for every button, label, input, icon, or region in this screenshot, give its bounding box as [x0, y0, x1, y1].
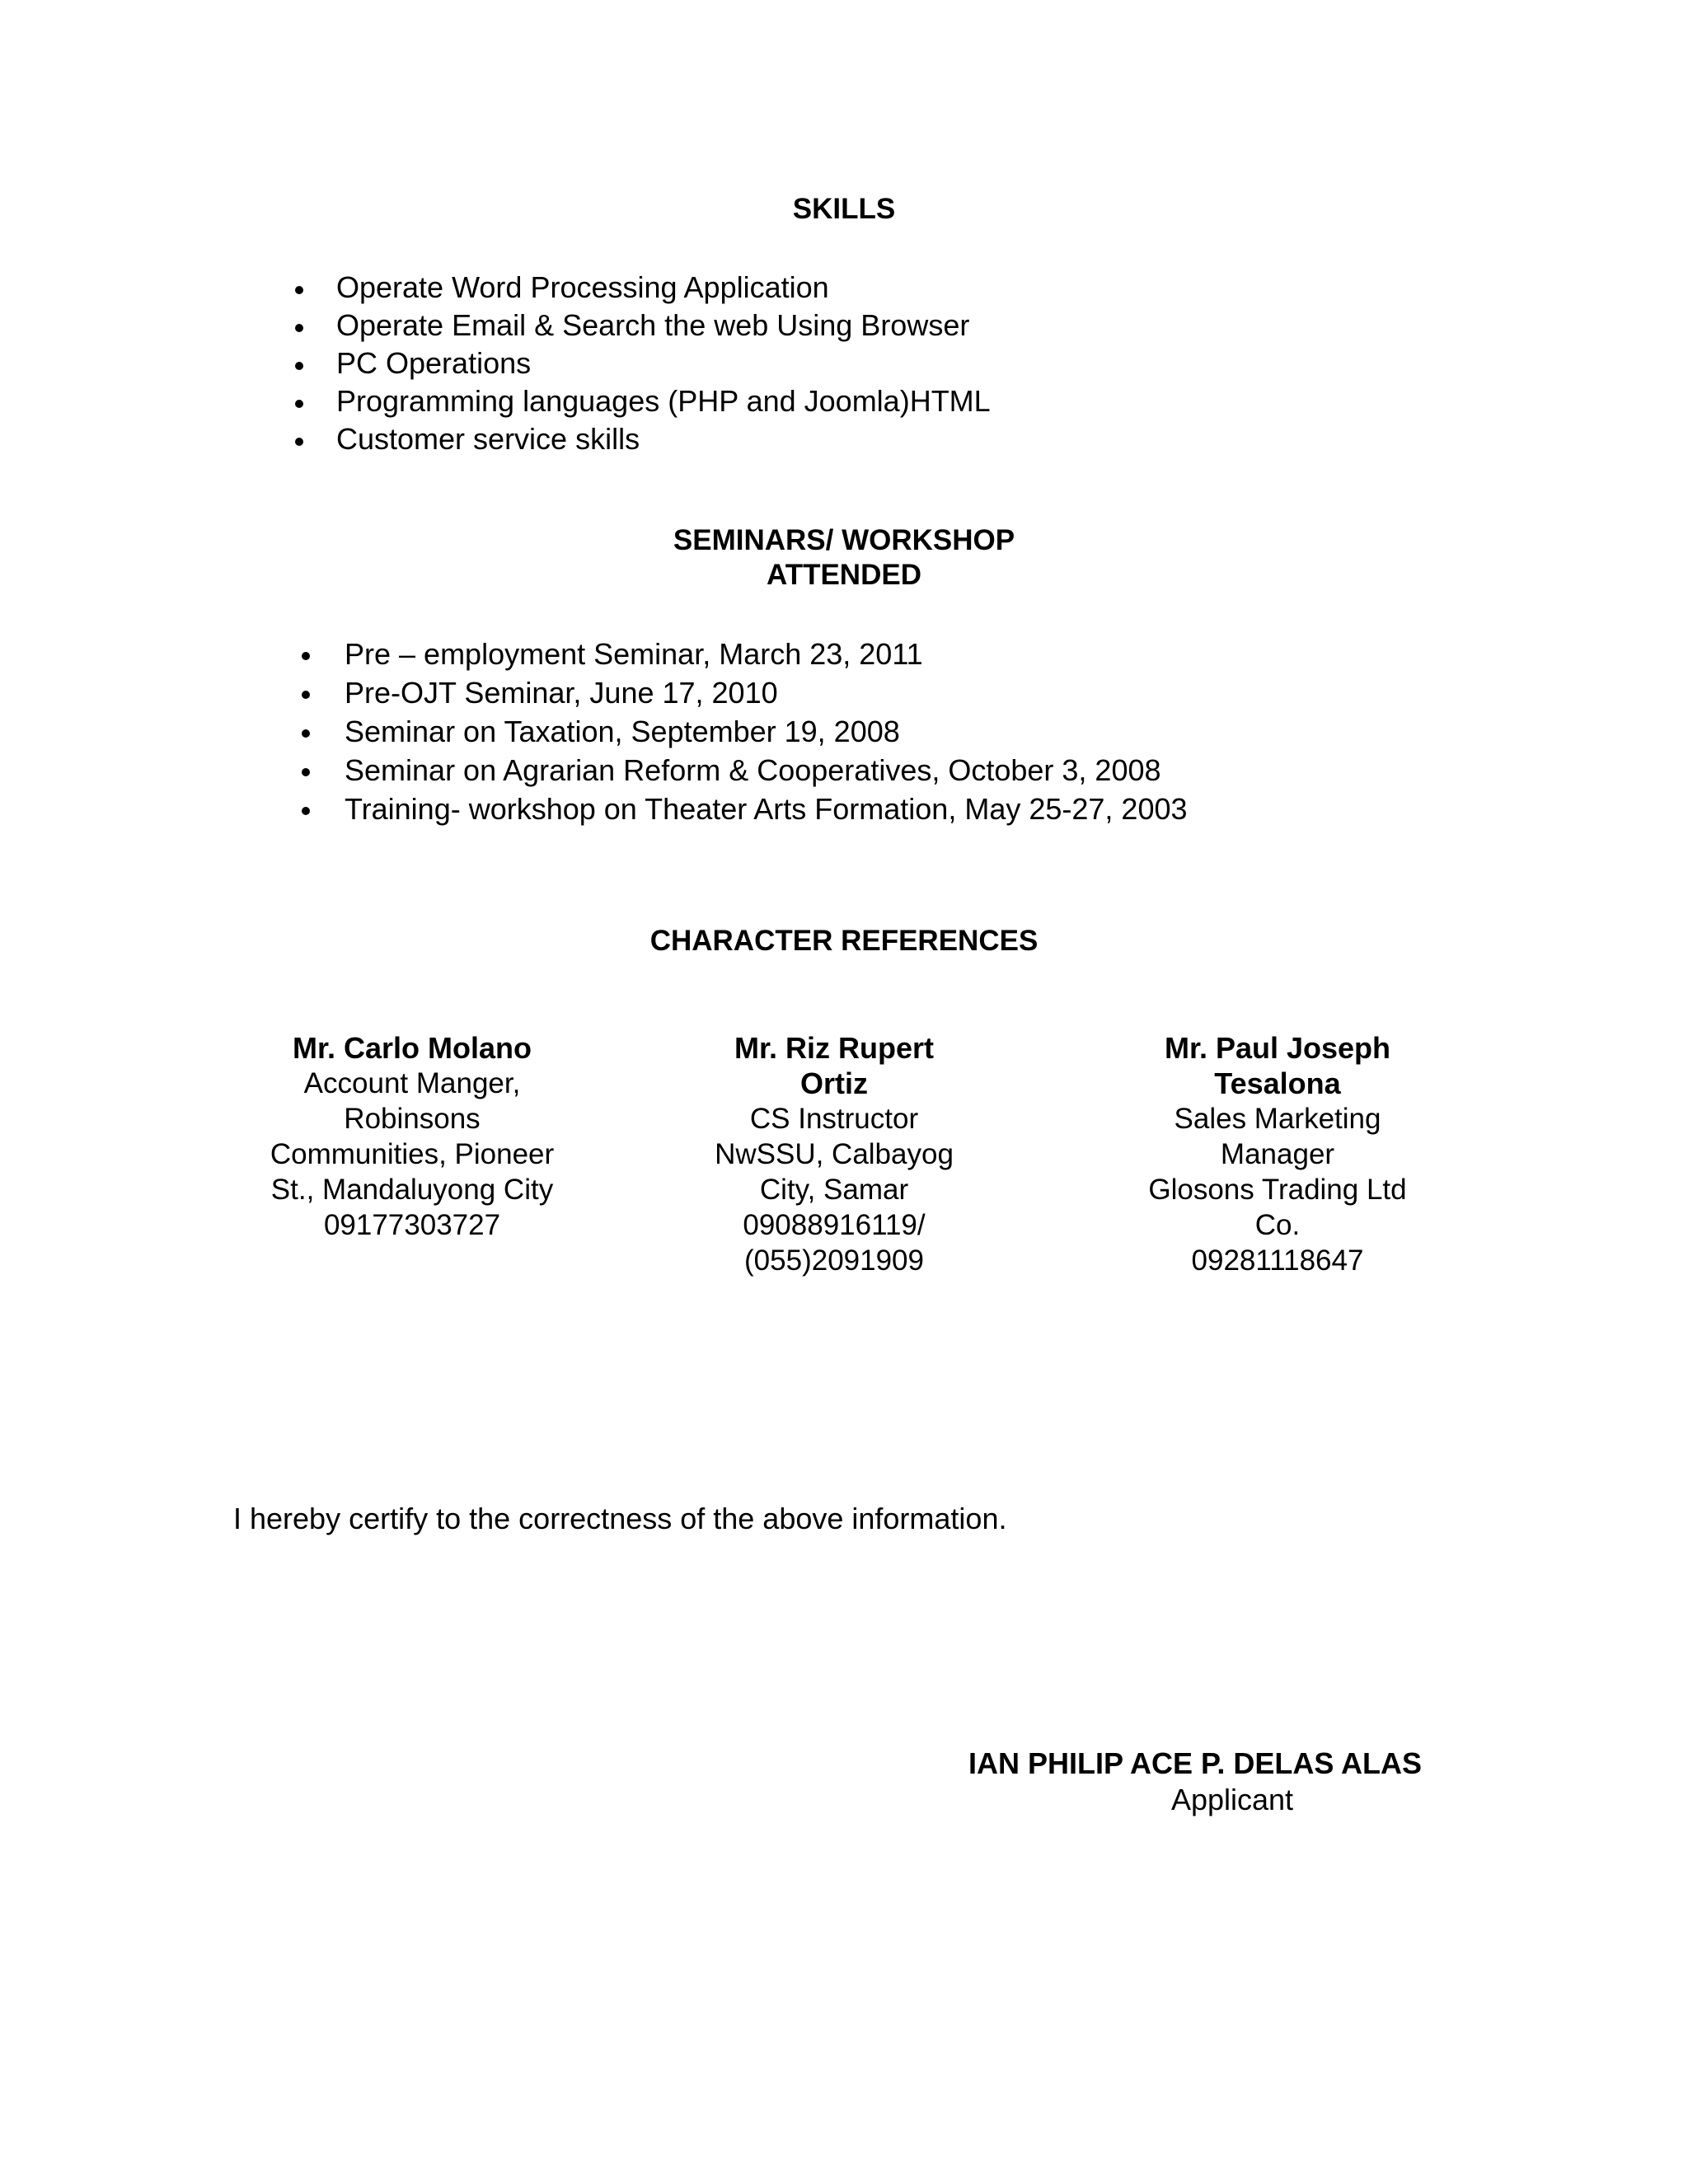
- skill-item: Programming languages (PHP and Joomla)HTML: [336, 382, 991, 420]
- reference-detail: CS Instructor: [749, 1103, 919, 1135]
- skill-item: Customer service skills: [336, 420, 991, 458]
- signature-block: [948, 1746, 1442, 1818]
- reference-detail: City, Samar: [759, 1174, 909, 1206]
- reference-phone: (055)2091909: [744, 1244, 924, 1277]
- seminar-item: Training- workshop on Theater Arts Formation, May 25-27, 2003: [345, 790, 1188, 828]
- seminar-item: Pre-OJT Seminar, June 17, 2010: [345, 673, 1188, 712]
- seminars-heading-line2: ATTENDED: [767, 559, 921, 591]
- skill-item: Operate Email & Search the web Using Browser: [336, 307, 991, 344]
- reference-detail: Communities, Pioneer: [270, 1138, 555, 1170]
- reference-name: Mr. Carlo Molano: [292, 1031, 532, 1065]
- reference-name: Mr. Riz Rupert: [734, 1031, 934, 1065]
- reference-card: [1104, 1030, 1451, 1278]
- seminars-heading: SEMINARS/ WORKSHOP: [673, 524, 1015, 556]
- seminar-item: Seminar on Agrarian Reform & Cooperatives, October 3, 2008: [345, 751, 1188, 790]
- applicant-name: IAN PHILIP ACE P. DELAS ALAS: [968, 1746, 1423, 1780]
- skills-heading: SKILLS: [792, 193, 896, 225]
- reference-detail: NwSSU, Calbayog: [715, 1138, 954, 1170]
- applicant-title: Applicant: [1170, 1783, 1294, 1816]
- seminars-list: [345, 635, 1188, 828]
- reference-card: [247, 1030, 577, 1243]
- reference-phone: 09281118647: [1191, 1244, 1364, 1277]
- reference-name-line2: Tesalona: [1214, 1066, 1341, 1100]
- reference-detail: Account Manger,: [303, 1067, 521, 1099]
- skill-item: PC Operations: [336, 344, 991, 382]
- skill-item: Operate Word Processing Application: [336, 269, 991, 307]
- seminar-item: Pre – employment Seminar, March 23, 2011: [345, 635, 1188, 673]
- reference-phone: 09177303727: [323, 1209, 501, 1241]
- reference-detail: Sales Marketing: [1174, 1103, 1381, 1135]
- reference-name-line2: Ortiz: [799, 1066, 868, 1100]
- reference-detail: Manager: [1220, 1138, 1335, 1170]
- reference-card: [694, 1030, 974, 1278]
- reference-detail: St., Mandaluyong City: [270, 1174, 554, 1206]
- reference-detail: Co.: [1254, 1209, 1301, 1241]
- reference-detail: Robinsons: [344, 1103, 481, 1135]
- skills-list: [336, 269, 991, 458]
- seminar-item: Seminar on Taxation, September 19, 2008: [345, 712, 1188, 751]
- reference-phone: 09088916119/: [743, 1209, 926, 1241]
- certification-statement: I hereby certify to the correctness of the above information.: [233, 1502, 1007, 1535]
- reference-detail: Glosons Trading Ltd: [1148, 1174, 1407, 1206]
- reference-name: Mr. Paul Joseph: [1164, 1031, 1391, 1065]
- references-heading: CHARACTER REFERENCES: [649, 925, 1039, 957]
